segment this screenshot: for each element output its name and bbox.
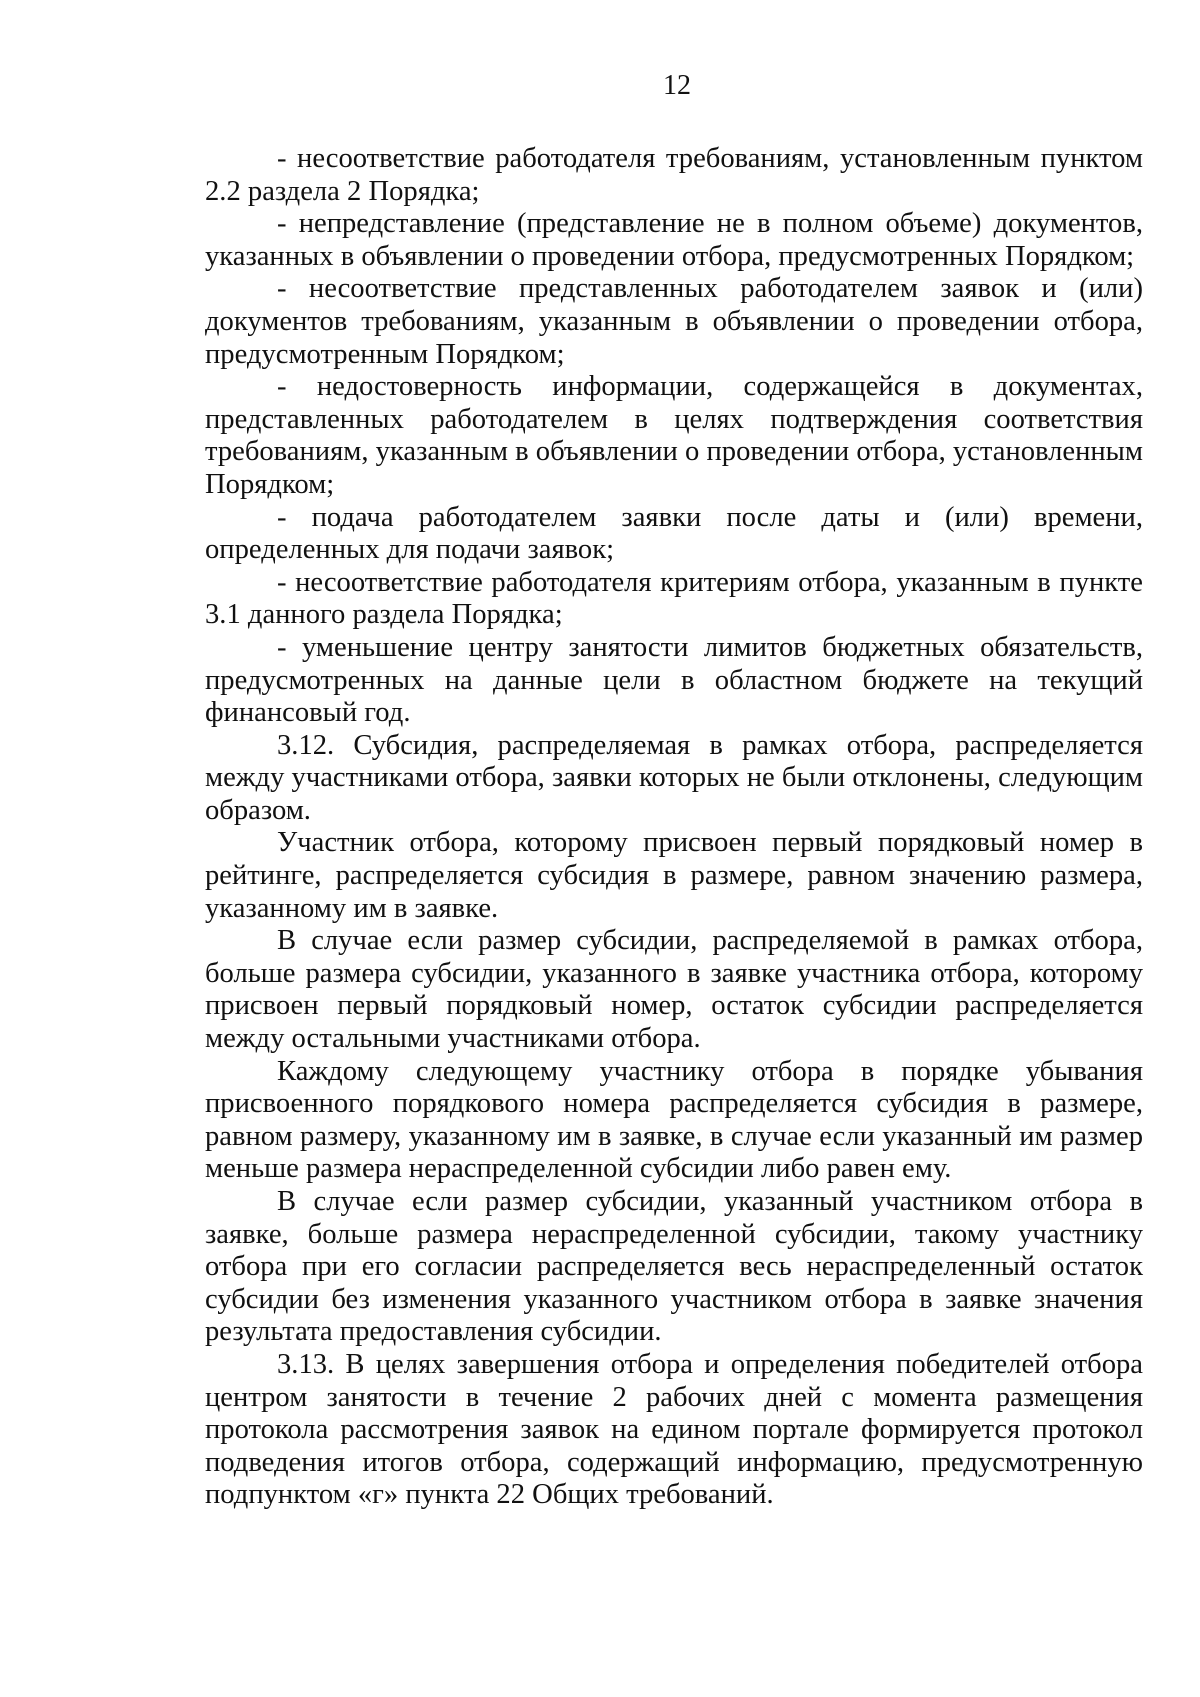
document-body xyxy=(205,143,1143,1512)
paragraph-item-5: - подача работодателем заявки после даты и (или) времени, определенных для подачи заявок; xyxy=(205,501,1143,566)
paragraph-item-2: - непредставление (представление не в полном объеме) документов, указанных в объявлении о проведении отбора, предусмотренных Порядком; xyxy=(205,208,1143,272)
paragraph-each-next-participant: Каждому следующему участнику отбора в порядке убывания присвоенного порядкового номера распределяется субсидия в размере, равном размеру, указанному им в заявке, в случае если указанный им размер меньше размера нераспределенной субсидии либо равен ему. xyxy=(205,1055,1143,1185)
paragraph-remainder: В случае если размер субсидии, распределяемой в рамках отбора, больше размера субсидии, указанного в заявке участника отбора, которому присвоен первый порядковый номер, остаток субсидии распределяется между остальными участниками отбора. xyxy=(205,925,1143,1055)
paragraph-item-7: - уменьшение центру занятости лимитов бюджетных обязательств, предусмотренных на данные цели в областном бюджете на текущий финансовый год. xyxy=(205,631,1143,729)
paragraph-item-6: - несоответствие работодателя критериям отбора, указанным в пункте 3.1 данного раздела Порядка; xyxy=(205,566,1143,631)
paragraph-item-1: - несоответствие работодателя требованиям, установленным пунктом 2.2 раздела 2 Порядка; xyxy=(205,143,1143,207)
paragraph-first-participant: Участник отбора, которому присвоен первый порядковый номер в рейтинге, распределяется субсидия в размере, равном значению размера, указанному им в заявке. xyxy=(205,827,1143,924)
paragraph-section-3-12: 3.12. Субсидия, распределяемая в рамках отбора, распределяется между участниками отбора, заявки которых не были отклонены, следующим образом. xyxy=(205,729,1143,826)
paragraph-item-3: - несоответствие представленных работодателем заявок и (или) документов требованиям, указанным в объявлении о проведении отбора, предусмотренным Порядком; xyxy=(205,273,1143,370)
paragraph-larger-request: В случае если размер субсидии, указанный участником отбора в заявке, больше размера нераспределенной субсидии, такому участнику отбора при его согласии распределяется весь нераспределенный остаток субсидии без изменения указанного участником отбора в заявке значения результата предоставления субсидии. xyxy=(205,1186,1143,1348)
paragraph-section-3-13: 3.13. В целях завершения отбора и определения победителей отбора центром занятости в течение 2 рабочих дней с момента размещения протокола рассмотрения заявок на едином портале формируется протокол подведения итогов отбора, содержащий информацию, предусмотренную подпунктом «г» пункта 22 Общих требований. xyxy=(205,1348,1143,1511)
page-number: 12 xyxy=(663,70,691,101)
paragraph-item-4: - недостоверность информации, содержащейся в документах, представленных работодателем в целях подтверждения соответствия требованиям, указанным в объявлении о проведении отбора, установленным Порядком; xyxy=(205,371,1143,500)
